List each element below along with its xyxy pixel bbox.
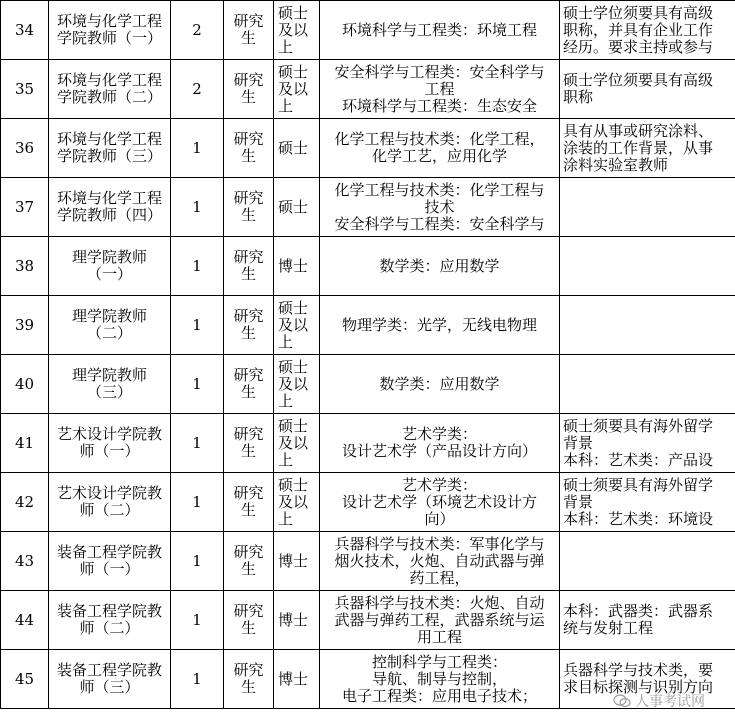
cell-count: 1 <box>171 355 224 414</box>
cell-remark-line: 兵器科学与技术类，要 <box>563 661 714 679</box>
cell-position-line: 理学院教师 <box>71 366 147 384</box>
cell-education-line: 研究 <box>233 366 264 384</box>
cell-major <box>320 591 560 650</box>
cell-education <box>224 355 274 414</box>
cell-major-line: 艺术学类： <box>401 425 477 443</box>
cell-count: 1 <box>171 237 224 296</box>
cell-remark-line: 经历。要求主持或参与 <box>563 37 714 56</box>
cell-degree-line: 上 <box>278 509 294 528</box>
cell-major <box>320 355 560 414</box>
cell-remark-line: 硕士须要具有海外留学 <box>563 475 714 494</box>
cell-position <box>49 473 171 532</box>
cell-remark-line: 求目标探测与识别方向 <box>563 678 714 696</box>
cell-position-line: （三） <box>86 383 132 401</box>
cell-degree <box>274 296 320 355</box>
cell-remark-line: 背景 <box>563 433 594 452</box>
cell-major <box>320 650 560 709</box>
cell-major-line: 环境科学与工程类：生态安全 <box>341 96 537 115</box>
cell-education <box>224 296 274 355</box>
cell-major-line: 设计艺术学（产品设计方向） <box>341 442 537 460</box>
cell-degree-line: 硕士 <box>278 298 309 317</box>
cell-education-line: 生 <box>240 442 256 460</box>
cell-degree <box>274 119 320 178</box>
cell-degree-line: 上 <box>278 96 294 115</box>
cell-position-line: 学院教师（四） <box>56 206 162 224</box>
cell-degree-line: 上 <box>278 37 294 56</box>
watermark-text: 人事考试网 <box>635 694 705 710</box>
cell-education-line: 生 <box>240 619 256 637</box>
cell-remark-line: 涂装的工作背景，从事 <box>563 138 714 157</box>
cell-major <box>320 237 560 296</box>
cell-number: 42 <box>1 473 49 532</box>
cell-remark-line: 硕士学位须要具有高级 <box>563 71 714 89</box>
cell-major-line: 兵器科学与技术类：火炮、自动 <box>334 593 545 612</box>
cell-education <box>224 414 274 473</box>
cell-major-line: 技术 <box>424 197 455 216</box>
cell-count: 1 <box>171 532 224 591</box>
cell-count: 1 <box>171 473 224 532</box>
cell-number: 38 <box>1 237 49 296</box>
cell-number: 34 <box>1 1 49 60</box>
cell-count: 1 <box>171 591 224 650</box>
cell-number: 37 <box>1 178 49 237</box>
cell-position-line: 师（二） <box>79 501 140 519</box>
cell-education-line: 生 <box>240 678 256 696</box>
cell-remark-line: 统与发射工程 <box>563 619 654 637</box>
cell-major-line: 数学类：应用数学 <box>379 374 500 393</box>
cell-position-line: 环境与化学工程 <box>56 12 162 30</box>
cell-degree-line: 硕士 <box>278 357 309 376</box>
cell-position-line: 环境与化学工程 <box>56 189 162 207</box>
cell-major-line: 数学类：应用数学 <box>379 256 500 275</box>
cell-education <box>224 237 274 296</box>
cell-degree-line: 及以 <box>278 433 309 452</box>
cell-position-line: 师（一） <box>79 442 140 460</box>
cell-degree <box>274 532 320 591</box>
cell-education <box>224 60 274 119</box>
cell-degree-line: 硕士 <box>278 138 309 157</box>
cell-major-line: 烟火技术，火炮、自动武器与弹 <box>334 551 545 570</box>
table-row <box>1 532 735 591</box>
cell-position <box>49 60 171 119</box>
cell-degree-line: 及以 <box>278 20 309 39</box>
cell-remark <box>560 119 735 178</box>
cell-position-line: 装备工程学院教 <box>56 543 162 561</box>
cell-major-line: 工程 <box>424 79 455 98</box>
cell-major-line: 化学工艺，应用化学 <box>371 147 507 165</box>
cell-major-line: 武器与弹药工程，武器系统与运 <box>334 610 545 629</box>
cell-degree-line: 硕士 <box>278 475 309 494</box>
cell-degree-line: 硕士 <box>278 416 309 435</box>
cell-education <box>224 178 274 237</box>
cell-remark-line: 职称 <box>563 88 594 106</box>
cell-position <box>49 591 171 650</box>
cell-number: 39 <box>1 296 49 355</box>
cell-major <box>320 60 560 119</box>
cell-position-line: （二） <box>86 324 132 342</box>
cell-major <box>320 1 560 60</box>
cell-position-line: 师（一） <box>79 560 140 578</box>
cell-degree-line: 及以 <box>278 79 309 98</box>
cell-major-line: 安全科学与工程类：安全科学与 <box>334 214 545 233</box>
cell-degree <box>274 355 320 414</box>
cell-remark-line: 涂料实验室教师 <box>563 155 669 174</box>
cell-education <box>224 532 274 591</box>
cell-remark <box>560 296 735 355</box>
cell-degree-line: 博士 <box>278 256 309 275</box>
cell-remark <box>560 473 735 532</box>
table-row <box>1 414 735 473</box>
cell-education-line: 生 <box>240 501 256 519</box>
cell-degree-line: 硕士 <box>278 197 309 216</box>
cell-major-line: 安全科学与工程类：安全科学与 <box>334 62 545 81</box>
cell-degree-line: 上 <box>278 332 294 351</box>
table-row <box>1 473 735 532</box>
cell-position-line: 装备工程学院教 <box>56 602 162 620</box>
chat-bubble-icon <box>613 694 631 708</box>
cell-education-line: 研究 <box>233 130 264 148</box>
cell-degree-line: 博士 <box>278 551 309 570</box>
cell-number: 40 <box>1 355 49 414</box>
cell-position-line: 学院教师（二） <box>56 88 162 106</box>
cell-position-line: 环境与化学工程 <box>56 71 162 89</box>
cell-education <box>224 1 274 60</box>
cell-remark-line: 硕士学位须要具有高级 <box>563 3 714 22</box>
cell-remark-line: 本科：武器类：武器系 <box>563 602 714 620</box>
cell-education <box>224 591 274 650</box>
cell-count: 2 <box>171 1 224 60</box>
cell-remark-line: 背景 <box>563 492 594 511</box>
cell-position-line: （一） <box>86 265 132 283</box>
cell-count: 1 <box>171 296 224 355</box>
cell-education-line: 研究 <box>233 12 264 30</box>
cell-education-line: 研究 <box>233 543 264 561</box>
cell-degree-line: 及以 <box>278 374 309 393</box>
cell-count: 1 <box>171 178 224 237</box>
cell-education <box>224 119 274 178</box>
cell-major <box>320 532 560 591</box>
cell-education-line: 生 <box>240 560 256 578</box>
table-row <box>1 119 735 178</box>
cell-major <box>320 414 560 473</box>
cell-major <box>320 119 560 178</box>
cell-major-line: 兵器科学与技术类：军事化学与 <box>334 534 545 553</box>
cell-position-line: 理学院教师 <box>71 248 147 266</box>
cell-degree <box>274 591 320 650</box>
cell-position-line: 师（三） <box>79 678 140 696</box>
cell-position <box>49 1 171 60</box>
cell-major-line: 化学工程与技术类：化学工程与 <box>334 180 545 199</box>
cell-degree <box>274 650 320 709</box>
cell-remark <box>560 237 735 296</box>
cell-degree-line: 上 <box>278 391 294 410</box>
cell-position <box>49 355 171 414</box>
cell-degree <box>274 237 320 296</box>
cell-education-line: 生 <box>240 29 256 47</box>
cell-degree <box>274 178 320 237</box>
cell-position <box>49 414 171 473</box>
cell-major-line: 用工程 <box>416 627 462 646</box>
cell-number: 36 <box>1 119 49 178</box>
cell-education-line: 生 <box>240 265 256 283</box>
cell-number: 41 <box>1 414 49 473</box>
cell-position <box>49 650 171 709</box>
cell-degree <box>274 60 320 119</box>
cell-position <box>49 237 171 296</box>
cell-degree-line: 硕士 <box>278 3 309 22</box>
cell-position-line: 学院教师（一） <box>56 29 162 47</box>
cell-major-line: 导航、制导与控制， <box>371 669 507 688</box>
cell-count: 1 <box>171 119 224 178</box>
cell-remark <box>560 414 735 473</box>
cell-major <box>320 296 560 355</box>
cell-major <box>320 473 560 532</box>
cell-remark <box>560 532 735 591</box>
cell-remark <box>560 591 735 650</box>
cell-remark-line: 具有从事或研究涂料、 <box>563 121 714 140</box>
cell-education-line: 生 <box>240 147 256 165</box>
table-row <box>1 60 735 119</box>
table-row <box>1 1 735 60</box>
cell-position-line: 装备工程学院教 <box>56 661 162 679</box>
cell-degree-line: 硕士 <box>278 62 309 81</box>
cell-number: 35 <box>1 60 49 119</box>
cell-education-line: 研究 <box>233 602 264 620</box>
cell-education-line: 生 <box>240 206 256 224</box>
cell-education-line: 研究 <box>233 425 264 443</box>
cell-education-line: 生 <box>240 324 256 342</box>
cell-count: 2 <box>171 60 224 119</box>
cell-position-line: 艺术设计学院教 <box>56 484 162 502</box>
cell-major-line: 药工程， <box>409 568 470 587</box>
cell-degree-line: 上 <box>278 450 294 469</box>
cell-number: 44 <box>1 591 49 650</box>
cell-position-line: 学院教师（三） <box>56 147 162 165</box>
cell-count: 1 <box>171 414 224 473</box>
cell-major-line: 物理学类：光学，无线电物理 <box>341 315 537 334</box>
cell-major-line: 向） <box>424 509 455 528</box>
cell-number: 45 <box>1 650 49 709</box>
cell-remark <box>560 178 735 237</box>
table-body <box>1 1 735 709</box>
cell-education <box>224 473 274 532</box>
cell-education-line: 研究 <box>233 248 264 266</box>
cell-education <box>224 650 274 709</box>
cell-position <box>49 178 171 237</box>
cell-major-line: 电子工程类：应用电子技术； <box>341 686 537 705</box>
table-row <box>1 296 735 355</box>
table-row <box>1 591 735 650</box>
cell-education-line: 研究 <box>233 484 264 502</box>
cell-education-line: 生 <box>240 383 256 401</box>
cell-major-line: 化学工程与技术类：化学工程， <box>334 130 545 148</box>
cell-remark <box>560 60 735 119</box>
cell-degree-line: 博士 <box>278 669 309 688</box>
table-row <box>1 237 735 296</box>
cell-position-line: 艺术设计学院教 <box>56 425 162 443</box>
cell-degree-line: 及以 <box>278 315 309 334</box>
cell-major-line: 环境科学与工程类：环境工程 <box>341 20 537 39</box>
cell-position-line: 环境与化学工程 <box>56 130 162 148</box>
table-row <box>1 178 735 237</box>
cell-position <box>49 296 171 355</box>
cell-position <box>49 119 171 178</box>
cell-position-line: 师（二） <box>79 619 140 637</box>
cell-remark-line: 本科：艺术类：环境设 <box>563 509 714 528</box>
cell-position <box>49 532 171 591</box>
cell-number: 43 <box>1 532 49 591</box>
cell-education-line: 研究 <box>233 71 264 89</box>
cell-major <box>320 178 560 237</box>
cell-position-line: 理学院教师 <box>71 307 147 325</box>
cell-education-line: 研究 <box>233 189 264 207</box>
cell-count: 1 <box>171 650 224 709</box>
cell-remark-line: 本科：艺术类：产品设 <box>563 450 714 469</box>
cell-remark-line: 硕士须要具有海外留学 <box>563 416 714 435</box>
cell-remark-line: 职称，并具有企业工作 <box>563 20 714 39</box>
cell-degree <box>274 473 320 532</box>
cell-degree <box>274 1 320 60</box>
cell-degree <box>274 414 320 473</box>
cell-education-line: 研究 <box>233 661 264 679</box>
cell-major-line: 艺术学类： <box>401 475 477 494</box>
cell-degree-line: 及以 <box>278 492 309 511</box>
cell-remark <box>560 355 735 414</box>
cell-degree-line: 博士 <box>278 610 309 629</box>
cell-education-line: 研究 <box>233 307 264 325</box>
table-row <box>1 355 735 414</box>
cell-education-line: 生 <box>240 88 256 106</box>
cell-major-line: 设计艺术学（环境艺术设计方 <box>341 492 537 511</box>
watermark <box>613 691 705 711</box>
cell-major-line: 控制科学与工程类： <box>371 652 507 671</box>
cell-remark <box>560 1 735 60</box>
